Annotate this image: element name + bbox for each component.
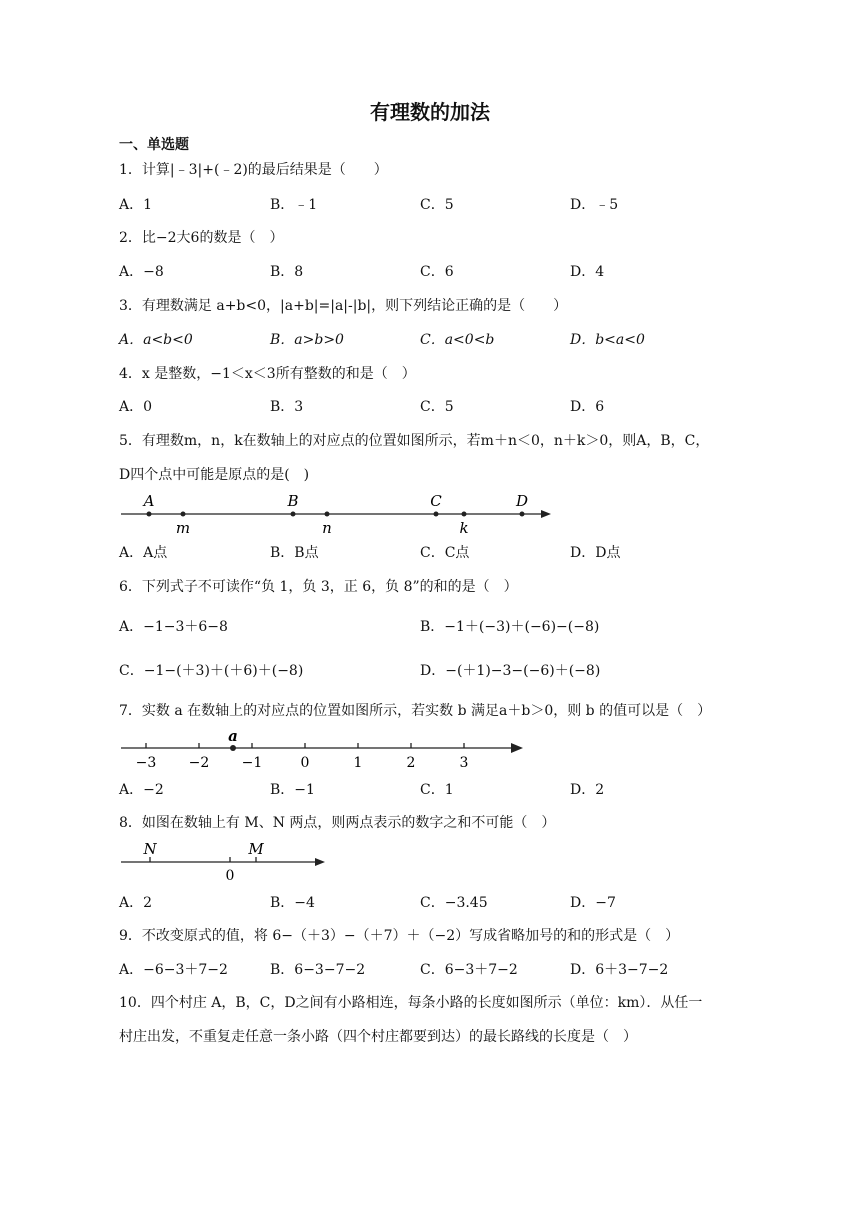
question-5-option-c[interactable]: C．C点 xyxy=(420,545,470,561)
question-1-option-c[interactable]: C．5 xyxy=(420,197,454,213)
question-8-number-line xyxy=(119,840,329,886)
question-9-option-c[interactable]: C．6−3＋7−2 xyxy=(420,962,518,978)
question-8-option-b[interactable]: B．−4 xyxy=(270,895,315,911)
tick-group xyxy=(136,743,469,771)
question-3-option-b[interactable]: B．a>b>0 xyxy=(270,332,344,348)
label-zero: 0 xyxy=(225,868,235,884)
question-4-option-b[interactable]: B．3 xyxy=(270,399,304,415)
section-heading: 一、单选题 xyxy=(119,137,189,153)
question-5-option-b[interactable]: B．B点 xyxy=(270,545,319,561)
question-9-option-b[interactable]: B．6−3−7−2 xyxy=(270,962,366,978)
question-8-stem: 8．如图在数轴上有 M、N 两点，则两点表示的数字之和不可能（ ） xyxy=(119,815,556,831)
question-4-option-d[interactable]: D．6 xyxy=(570,399,605,415)
point-k-dot xyxy=(462,512,467,517)
question-10-stem-line2: 村庄出发，不重复走任意一条小路（四个村庄都要到达）的最长路线的长度是（ ） xyxy=(119,1029,637,1045)
question-8-option-c[interactable]: C．−3.45 xyxy=(420,895,488,911)
question-9-option-a[interactable]: A．−6−3＋7−2 xyxy=(119,962,228,978)
point-n-dot xyxy=(325,512,330,517)
question-8-option-a[interactable]: A．2 xyxy=(119,895,153,911)
point-c-dot xyxy=(434,512,439,517)
point-b-dot xyxy=(291,512,296,517)
question-7-stem: 7．实数 a 在数轴上的对应点的位置如图所示，若实数 b 满足a＋b＞0，则 b 的值可以是（ ） xyxy=(119,703,712,719)
question-4-stem: 4．x 是整数，−1＜x＜3所有整数的和是（ ） xyxy=(119,366,416,382)
tick-label: 3 xyxy=(459,755,469,771)
label-c: C xyxy=(430,492,442,510)
question-5-number-line xyxy=(119,490,559,536)
question-3-option-a[interactable]: A．a<b<0 xyxy=(119,332,193,348)
tick-label: 1 xyxy=(353,755,363,771)
question-8-option-d[interactable]: D．−7 xyxy=(570,895,616,911)
point-m-dot xyxy=(181,512,186,517)
label-d: D xyxy=(515,492,529,510)
label-k: k xyxy=(459,519,469,536)
question-3-option-d[interactable]: D．b<a<0 xyxy=(570,332,645,348)
question-5-stem-line2: D四个点中可能是原点的是( ) xyxy=(119,467,310,483)
tick-label: 2 xyxy=(406,755,416,771)
label-m: m xyxy=(175,519,191,536)
question-7-option-d[interactable]: D．2 xyxy=(570,782,605,798)
tick-label: 0 xyxy=(300,755,310,771)
question-1-option-a[interactable]: A．1 xyxy=(119,197,153,213)
label-b: B xyxy=(287,492,299,510)
question-9-option-d[interactable]: D．6＋3−7−2 xyxy=(570,962,669,978)
question-6-stem: 6．下列式子不可读作“负 1，负 3，正 6，负 8”的和的是（ ） xyxy=(119,579,518,595)
question-10-stem-line1: 10．四个村庄 A，B，C，D之间有小路相连，每条小路的长度如图所示（单位：km）．从任一 xyxy=(119,995,703,1011)
question-4-option-c[interactable]: C．5 xyxy=(420,399,454,415)
label-m: M xyxy=(248,840,264,858)
question-1-stem: 1．计算|﹣3|+(﹣2)的最后结果是（ ） xyxy=(119,162,388,178)
axis-arrow xyxy=(511,743,523,753)
question-7-option-a[interactable]: A．−2 xyxy=(119,782,164,798)
question-1-option-b[interactable]: B．﹣1 xyxy=(270,197,318,213)
question-1-option-d[interactable]: D．﹣5 xyxy=(570,197,619,213)
question-6-option-b[interactable]: B．−1＋(−3)＋(−6)−(−8) xyxy=(420,619,600,635)
question-2-option-d[interactable]: D．4 xyxy=(570,264,605,280)
question-2-option-b[interactable]: B．8 xyxy=(270,264,304,280)
question-5-option-d[interactable]: D．D点 xyxy=(570,545,621,561)
axis-arrow xyxy=(315,858,325,866)
question-5-option-a[interactable]: A．A点 xyxy=(119,545,168,561)
question-5-stem-line1: 5．有理数m，n，k在数轴上的对应点的位置如图所示，若m＋n＜0，n＋k＞0，则A，B，C， xyxy=(119,433,710,449)
question-7-option-b[interactable]: B．−1 xyxy=(270,782,315,798)
label-a: A xyxy=(143,492,155,510)
point-a-dot xyxy=(230,745,236,751)
point-d-dot xyxy=(520,512,525,517)
question-7-option-c[interactable]: C．1 xyxy=(420,782,454,798)
question-9-stem: 9．不改变原式的值，将 6−（＋3）−（＋7）＋（−2）写成省略加号的和的形式是（ ） xyxy=(119,928,680,944)
label-n: N xyxy=(143,840,157,858)
question-7-number-line xyxy=(119,728,529,772)
page-title: 有理数的加法 xyxy=(370,100,490,124)
tick-label: −1 xyxy=(241,755,263,771)
tick-label: −3 xyxy=(135,755,157,771)
question-3-stem: 3．有理数满足 a+b<0，|a+b|=|a|-|b|，则下列结论正确的是（ ） xyxy=(119,298,568,314)
label-a: a xyxy=(228,728,238,745)
question-2-stem: 2．比−2大6的数是（ ） xyxy=(119,230,284,246)
label-n: n xyxy=(322,519,332,536)
question-6-option-d[interactable]: D．−(＋1)−3−(−6)＋(−8) xyxy=(420,663,601,679)
question-6-option-a[interactable]: A．−1−3＋6−8 xyxy=(119,619,228,635)
question-6-option-c[interactable]: C．−1−(＋3)＋(＋6)＋(−8) xyxy=(119,663,304,679)
axis-arrow xyxy=(541,510,551,518)
tick-label: −2 xyxy=(188,755,210,771)
point-a-dot xyxy=(147,512,152,517)
question-2-option-a[interactable]: A．−8 xyxy=(119,264,164,280)
question-4-option-a[interactable]: A．0 xyxy=(119,399,153,415)
question-2-option-c[interactable]: C．6 xyxy=(420,264,454,280)
question-3-option-c[interactable]: C．a<0<b xyxy=(420,332,495,348)
